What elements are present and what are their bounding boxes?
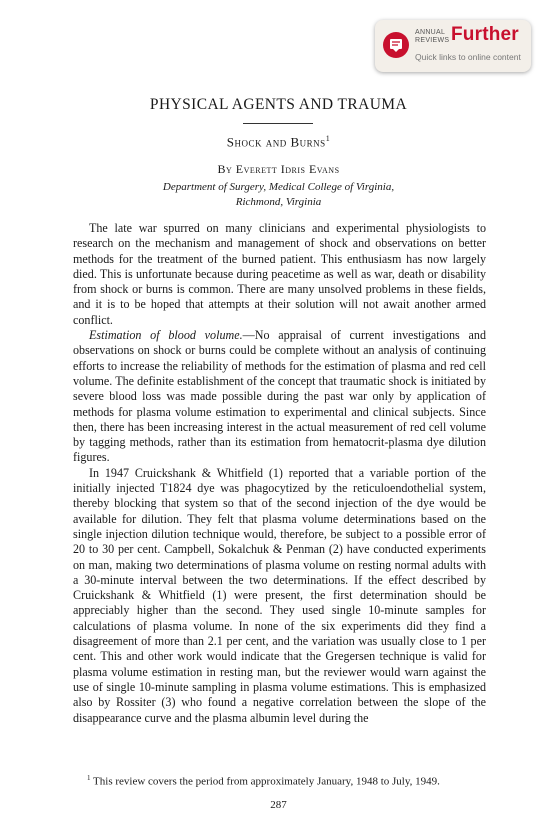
- badge-further-label: Further: [451, 24, 519, 45]
- page-number: 287: [270, 799, 287, 811]
- title-divider: [243, 123, 313, 124]
- section-title: PHYSICAL AGENTS AND TRAUMA: [149, 96, 408, 113]
- footnote: $^1$ This review covers the period from approximately January, 1948 to July, 1949.: [87, 774, 440, 788]
- badge-publisher-name: ANNUAL REVIEWS: [415, 29, 450, 44]
- affiliation: Department of Surgery, Medical College of Virginia, Richmond, Virginia: [162, 181, 395, 208]
- further-badge[interactable]: [375, 20, 531, 72]
- footnote-ref[interactable]: 1: [325, 134, 331, 143]
- paragraph-intro: The late war spurred on many clinicians and experimental physiologists to research on the mechanism and management of shock and observations on better methods for the treatment of the burned patient. This enthusiasm has now largely died. This is unfortunate because during peacetime as well as war, death or disability from shock or burns is common. There are many unsolved problems in these fields, and it is to be hoped that attempts at their solution will not await another armed conflict.: [73, 221, 486, 327]
- author-line: By Everett Idris Evans: [217, 162, 340, 176]
- paragraph-cruickshank: In 1947 Cruickshank & Whitfield (1) reported that a variable portion of the initially injected T1824 dye was phagocytized by the reticuloendothelial system, thereby blocking that system so that of the second injection of the dye would be available for dilution. They felt that plasma volume determinations based on the single injection dilution technique would, therefore, be subject to a possible error of 20 to 30 per cent. Campbell, Sokalchuk & Penman (2) have conducted experiments on man, making two determinations of plasma volume on resting normal adults with a 30-minute interval between the two determinations. If the effect described by Cruickshank & Whitfield (1) were present, the first determination should be appreciably higher than the second. They used single 10-minute samples for calculations of plasma volume. In none of the six experiments did they find a disagreement of more than 2.1 per cent, and the variation was usually close to 1 per cent. This and other work would indicate that the Gregersen technique is valid for plasma volume estimation in resting man, but the reviewer would warn against the use of single 10-minute sampling in plasma volume estimations. This is emphasized also by Rossiter (3) who found a negative correlation between the slope of the disappearance curve and the plasma albumin level during the: [73, 465, 486, 725]
- section-run-in-heading: Estimation of blood volume.: [89, 328, 243, 343]
- article-body: [73, 221, 486, 726]
- badge-subtitle: Quick links to online content: [415, 52, 521, 62]
- paragraph-blood-volume: Estimation of blood volume.—No appraisal of current investigations and observations on shock or burns could be complete without an analysis of continuing efforts to increase the reliability of methods for the estimation of plasma and red cell volume. The definite establishment of the concept that traumatic shock is initiated by severe blood loss was made possible during the past war only by application of methods for plasma volume estimation to experimental and clinical subjects. Since then, there has been increasing interest in the actual measurement of red cell volume by tagging methods, rather than its estimation from hematocrit-plasma dye dilution figures.: [73, 328, 486, 465]
- article-title: Shock and Burns$^1$: [226, 134, 331, 150]
- annual-reviews-logo-icon: [383, 32, 409, 58]
